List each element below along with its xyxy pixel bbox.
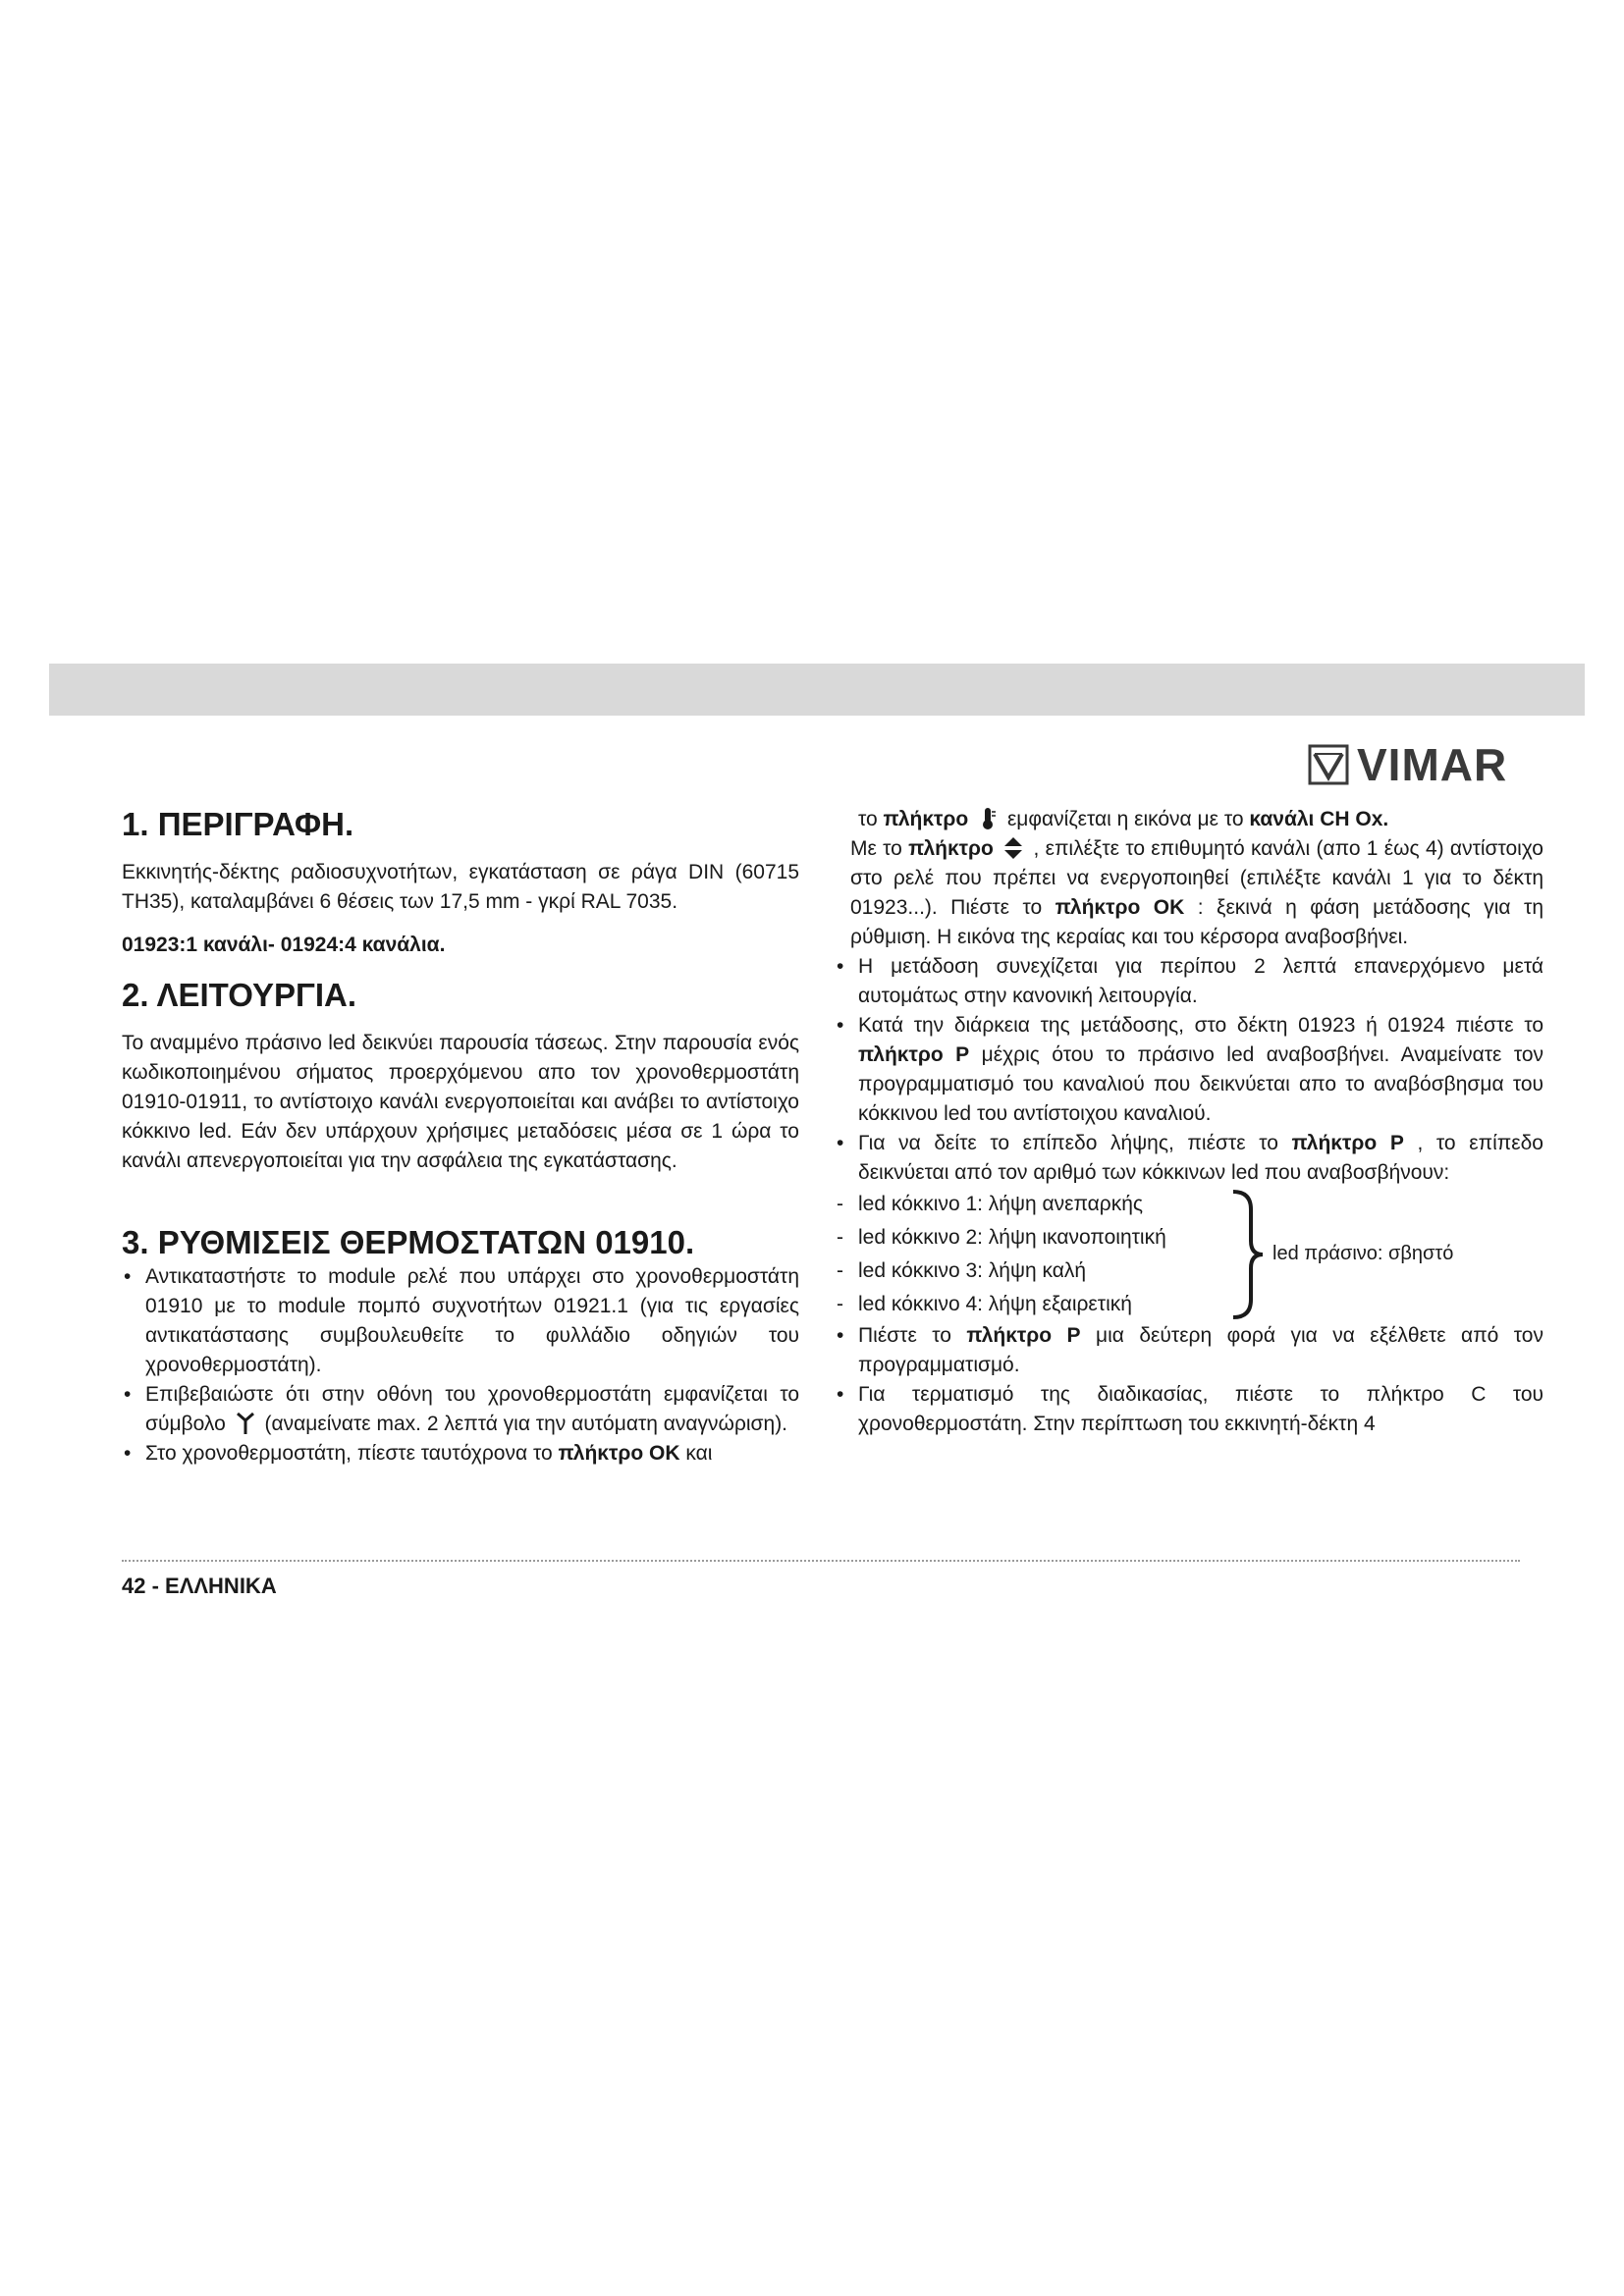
section-1-title: 1. ΠΕΡΙΓΡΑΦΗ. [122,806,354,842]
antenna-icon [236,1412,255,1435]
right-bullet-5: • Για τερματισμό της διαδικασίας, πιέστε το πλήκτρο C του χρονοθερμοστάτη. Στην περίπτωση του εκκινητή-δέκτη 4 [835,1380,1543,1439]
left-column [122,805,799,1468]
cont-text-b: εμφανίζεται η εικόνα με το [1006,808,1244,830]
right-bullet-3 [835,1129,1543,1188]
p2-text-c: : ξεκινά η φάση μετάδοσης για τη ρύθμιση. Η εικόνα της κεραίας και του κέρσορα αναβοσβήνει. [850,896,1543,948]
right-bullet-1: • Η μετάδοση συνεχίζεται για περίπου 2 λεπτά επανερχόμενο μετά αυτομάτως στην κανονική λειτουργία. [835,952,1543,1011]
vimar-logo [1308,740,1507,789]
bullet-2-text-b: (αναμείνατε max. 2 λεπτά για την αυτόματη αναγνώριση). [264,1413,788,1435]
rb3-text-b: , το επίπεδο δεικνύεται από τον αριθμό των κόκκινων led που αναβοσβήνουν: [858,1132,1543,1184]
cont-text-a: το [858,808,878,830]
section-3-bullet-2 [122,1380,799,1439]
bullet-2-text-a: Επιβεβαιώστε ότι στην οθόνη του χρονοθερμοστάτη εμφανίζεται το σύμβολο [145,1383,799,1435]
section-2-text: Το αναμμένο πράσινο led δεικνύει παρουσία τάσεως. Στην παρουσία ενός κωδικοποιημένου σήματος προερχόμενου απο τον χρονοθερμοστάτη 01910-01911, το αντίστοιχο κανάλι ενεργοποιείται και ανάβει το αντίστοιχο κόκκινο led. Εάν δεν υπάρχουν χρήσιμες μεταδόσεις μέσα σε 1 ώρα το κανάλι απενεργοποιείται για την ασφάλεια της εγκατάστασης. [122,1032,799,1172]
rb4-text-b: μια δεύτερη φορά για να εξέλθετε από τον προγραμματισμό. [858,1324,1543,1376]
ok-key-label: πλήκτρο OK [1055,896,1185,919]
logo-text: VIMAR [1357,739,1508,790]
channel-label: κανάλι CH Ox. [1249,808,1389,830]
led-levels-block [835,1188,1543,1321]
p-key-label: πλήκτρο P [1291,1132,1404,1154]
vimar-v-square-icon [1308,744,1349,785]
key-label: πλήκτρο [908,837,994,860]
bullet-3-text-b: και [685,1442,713,1465]
rb2-text-b: μέχρις ότου το πράσινο led αναβοσβήνει. Αναμείνατε τον προγραμματισμό του καναλιού που δεικνύεται απο το αναβόσβησμα του κόκκινου led του αντίστοιχου καναλιού. [858,1043,1543,1125]
channel-select-paragraph [835,834,1543,952]
ok-key-label: πλήκτρο OK [558,1442,680,1465]
right-brace-icon [1225,1188,1269,1321]
led-item: - led κόκκινο 3: λήψη καλή [835,1255,1227,1288]
section-1-text: Εκκινητής-δέκτης ραδιοσυχνοτήτων, εγκατάσταση σε ράγα DIN (60715 TH35), καταλαμβάνει 6 θέσεις των 17,5 mm - γκρί RAL 7035. [122,861,799,913]
rb2-text-a: Κατά την διάρκεια της μετάδοσης, στο δέκτη 01923 ή 01924 πιέστε το [858,1014,1543,1037]
key-label: πλήκτρο [883,808,969,830]
p2-text-a: Με το [850,837,902,860]
up-down-arrows-icon [1003,836,1023,860]
section-3-title: 3. ΡΥΘΜΙΣΕΙΣ ΘΕΡΜΟΣΤΑΤΩΝ 01910. [122,1224,695,1260]
section-3-bullet-1: • Αντικαταστήστε το module ρελέ που υπάρχει στο χρονοθερμοστάτη 01910 με το module πομπό συχνοτήτων 01921.1 (για τις εργασίες αντικατάστασης συμβουλευθείτε το φυλλάδιο οδηγιών του χρονοθερμοστάτη). [122,1262,799,1380]
rb3-text-a: Για να δείτε το επίπεδο λήψης, πιέστε το [858,1132,1278,1154]
page-footer-label: 42 - ΕΛΛΗΝΙΚΑ [122,1574,277,1598]
right-bullet-2 [835,1011,1543,1129]
thermometer-icon [978,807,998,830]
p-key-label: πλήκτρο P [858,1043,970,1066]
p2-text-b: , επιλέξτε το επιθυμητό κανάλι (απο 1 έως 4) αντίστοιχο στο ρελέ που πρέπει να ενεργοποιηθεί (επιλέξτε κανάλι 1 για το δέκτη 01923...). Πιέστε το [850,837,1543,919]
rb4-text-a: Πιέστε το [858,1324,951,1347]
led-item: - led κόκκινο 1: λήψη ανεπαρκής [835,1188,1227,1221]
header-band [49,664,1585,716]
green-led-note: led πράσινο: σβηστό [1272,1243,1454,1264]
section-2-title: 2. ΛΕΙΤΟΥΡΓΙΑ. [122,977,356,1013]
bullet-3-text-a: Στο χρονοθερμοστάτη, πίεστε ταυτόχρονα το [145,1442,553,1465]
footer-divider [122,1560,1520,1562]
led-item: - led κόκκινο 2: λήψη ικανοποιητική [835,1221,1227,1255]
section-1-models: 01923:1 κανάλι- 01924:4 κανάλια. [122,934,446,956]
led-list [835,1188,1227,1321]
p-key-label: πλήκτρο P [966,1324,1081,1347]
section-3-bullet-3 [122,1439,799,1468]
continuation-line [835,805,1543,834]
led-item: - led κόκκινο 4: λήψη εξαιρετική [835,1288,1227,1321]
right-bullet-4 [835,1321,1543,1380]
right-column [835,805,1543,1439]
